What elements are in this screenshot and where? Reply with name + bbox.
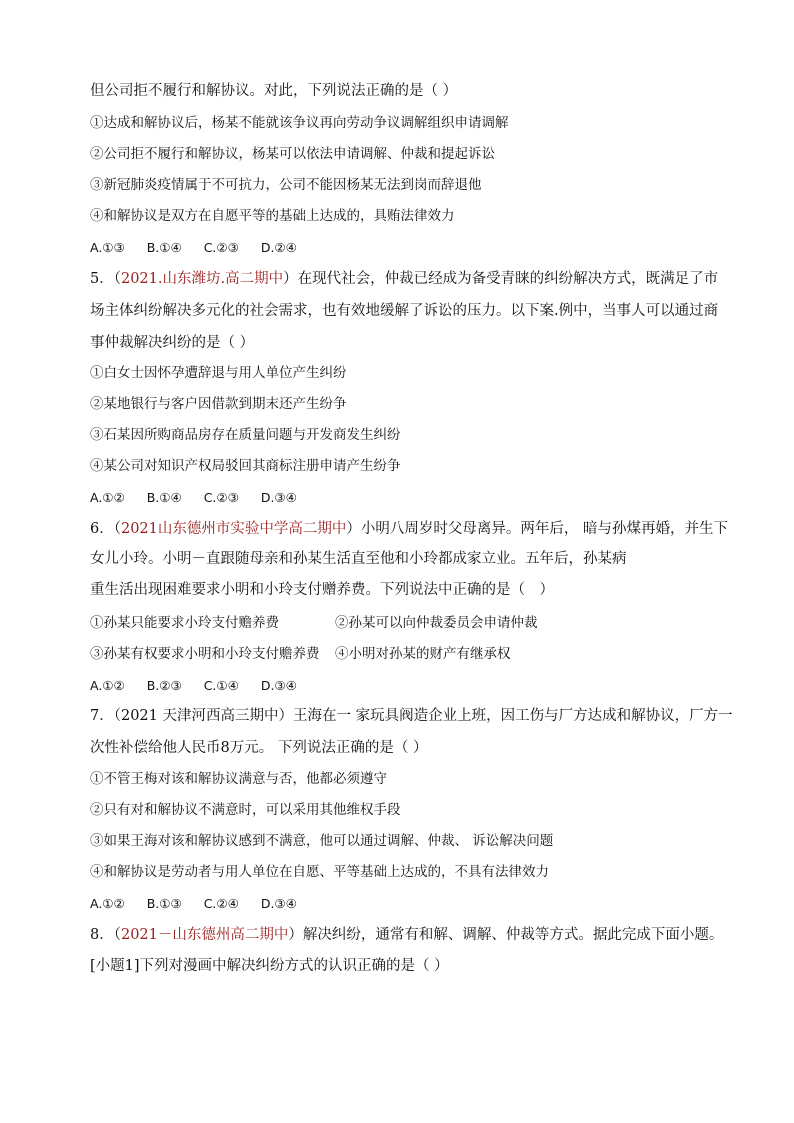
answer-c: C.①④ — [203, 678, 239, 693]
q5-option-3: ③石某因所购商品房存在质量问题与开发商发生纠纷 — [90, 427, 401, 443]
answer-c: C.②③ — [203, 490, 239, 505]
q4-answer-choices — [90, 239, 319, 257]
q4-stem-tail: 但公司拒不履行和解协议。对此，下列说法正确的是（ ） — [90, 83, 458, 99]
q4-option-4: ④和解协议是双方在自愿平等的基础上达成的，具贿法律效力 — [90, 208, 455, 224]
answer-d: D.③④ — [260, 678, 297, 693]
answer-a: A.①② — [90, 490, 125, 505]
q5-stem-line-3: 事仲裁解决纠纷的是（ ） — [90, 335, 255, 351]
answer-a: A.①③ — [90, 240, 125, 255]
q6-stem-line-3: 重生活出现困难要求小明和小玲支付赠养费。下列说法中正确的是（ ） — [90, 582, 554, 598]
q6-stem-line-2: 女儿小玲。小明－直跟随母亲和孙某生活直至他和小玲都成家立业。五年后，孙某病 — [90, 551, 627, 567]
q7-stem-line-2: 次性补偿给他人民币8万元。 下列说法正确的是（ ） — [90, 740, 428, 756]
source-close: ） — [288, 927, 303, 943]
answer-d: D.③④ — [260, 896, 297, 911]
q5-option-4: ④某公司对知识产权局驳回其商标注册申请产生纷争 — [90, 458, 401, 474]
answer-c: C.②④ — [203, 896, 239, 911]
answer-a: A.①② — [90, 896, 125, 911]
q5-option-2: ②某地银行与客户因借款到期末还产生纷争 — [90, 396, 347, 412]
answer-b: B.①④ — [146, 240, 182, 255]
q8-subquestion-1: [小题1]下列对漫画中解决纠纷方式的认识正确的是（ ） — [90, 958, 449, 974]
answer-b: B.①④ — [146, 490, 182, 505]
q5-option-1: ①白女士因怀孕遭辞退与用人单位产生纠纷 — [90, 365, 347, 381]
q6-answer-choices — [90, 677, 319, 695]
q6-option-3: ③孙某有权要求小明和小玲支付赡养费 — [90, 646, 320, 662]
q5-answer-choices — [90, 489, 319, 507]
q7-option-1: ①不管王梅对该和解协议满意与否，他都必须遵守 — [90, 771, 387, 787]
question-text: 在现代社会，仲裁已经成为备受青睐的纠纷解决方式，既满足了市 — [297, 271, 719, 287]
q6-option-4: ④小明对孙某的财产有继承权 — [335, 646, 511, 662]
q5-stem-line-2: 场主体纠纷解决多元化的社会需求，也有效地缓解了诉讼的压力。以下案.例中，当事人可以通过商 — [90, 303, 719, 319]
answer-a: A.①② — [90, 678, 125, 693]
question-text: 解决纠纷，通常有和解、调解、仲裁等方式。据此完成下面小题。 — [302, 927, 724, 943]
q5-stem-line-1 — [90, 270, 718, 288]
q6-options-row-2 — [90, 645, 511, 663]
q6-options-row-1 — [90, 614, 538, 632]
answer-d: D.③④ — [260, 490, 297, 505]
question-number: 8．（ — [90, 927, 121, 943]
q4-option-2: ②公司拒不履行和解协议，杨某可以依法申请调解、仲裁和提起诉讼 — [90, 146, 495, 162]
q8-stem-line-1 — [90, 926, 723, 944]
q4-option-3: ③新冠肺炎疫情属于不可抗力，公司不能因杨某无法到岗而辞退他 — [90, 177, 482, 193]
answer-d: D.②④ — [260, 240, 297, 255]
answer-b: B.①③ — [146, 896, 182, 911]
q6-option-2: ②孙某可以向仲裁委员会申请仲裁 — [335, 615, 538, 631]
source-close: ） — [346, 521, 361, 537]
question-text: 小明八周岁时父母离异。两年后， 暗与孙煤再婚，并生下 — [360, 521, 728, 537]
q7-option-4: ④和解协议是劳动者与用人单位在自愿、平等基础上达成的，不具有法律效力 — [90, 864, 549, 880]
q4-option-1: ①达成和解协议后，杨某不能就该争议再向劳动争议调解组织申请调解 — [90, 115, 509, 131]
question-source: 2021－山东德州高二期中 — [120, 927, 289, 943]
source-close: ） — [283, 271, 298, 287]
q7-option-2: ②只有对和解协议不满意时，可以采用其他维权手段 — [90, 802, 401, 818]
q7-answer-choices — [90, 895, 319, 913]
q7-stem-line-1: 7．（2021 天津河西高三期中）王海在一 家玩具阀造企业上班，因工伤与厂方达成和解协议，厂方一 — [90, 708, 733, 724]
question-source: 2021山东德州市实验中学高二期中 — [120, 521, 347, 537]
question-source: 2021.山东潍坊.高二期中 — [120, 271, 284, 287]
q6-stem-line-1 — [90, 520, 728, 538]
answer-b: B.②③ — [146, 678, 182, 693]
answer-c: C.②③ — [203, 240, 239, 255]
q7-option-3: ③如果王海对该和解协议感到不满意，他可以通过调解、仲裁、 诉讼解决问题 — [90, 833, 554, 849]
question-number: 5．（ — [90, 271, 121, 287]
question-number: 6．（ — [90, 521, 121, 537]
q6-option-1: ①孙某只能要求小玲支付赡养费 — [90, 615, 279, 631]
